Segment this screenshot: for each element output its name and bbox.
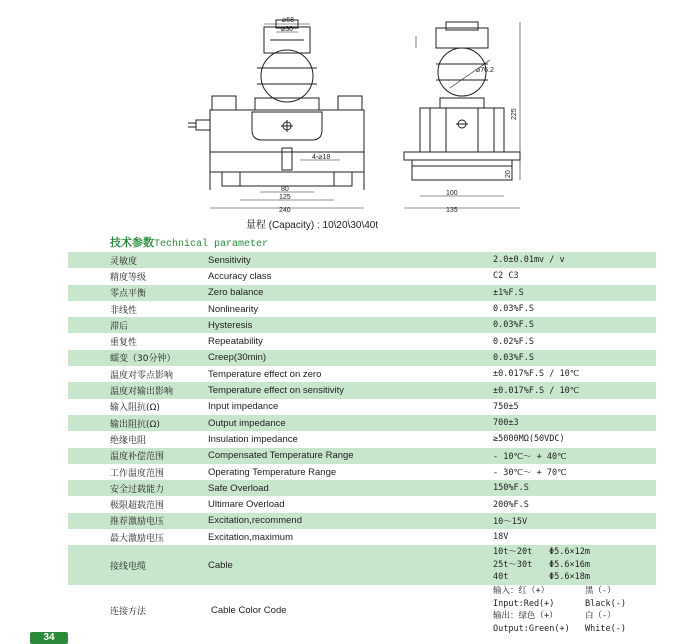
param-cn: 温度补偿范围 xyxy=(68,448,208,464)
param-cn: 滞后 xyxy=(68,317,208,333)
param-en: Accuracy class xyxy=(208,270,272,282)
dim-100: 100 xyxy=(446,190,458,197)
cable-capacity: 40t xyxy=(493,572,509,583)
cable-en: Cable xyxy=(208,545,493,585)
param-cn: 安全过载能力 xyxy=(68,480,208,496)
param-en: Creep(30min) xyxy=(208,350,493,366)
dim-base: 20 xyxy=(505,170,512,178)
cable-cn: 接线电缆 xyxy=(68,545,208,585)
cable-row xyxy=(68,545,656,585)
cable-capacity: 25t～30t xyxy=(493,559,533,570)
table-row xyxy=(68,285,656,301)
param-value: 150%F.S xyxy=(493,480,656,496)
color-a: Output:Green(+) xyxy=(493,623,570,634)
table-row xyxy=(68,431,656,447)
param-en: Temperature effect on zero xyxy=(208,368,322,380)
param-value: 200%F.S xyxy=(493,499,529,510)
param-en: Output impedance xyxy=(208,415,493,431)
color-b: 黑（-） xyxy=(585,585,616,596)
table-row xyxy=(68,366,656,382)
param-en: Excitation,maximum xyxy=(208,531,293,543)
color-line xyxy=(493,623,656,636)
param-cn: 灵敏度 xyxy=(68,252,208,268)
param-value: - 30℃～ + 70℃ xyxy=(493,468,567,478)
color-line xyxy=(493,610,656,623)
param-en: Zero balance xyxy=(208,285,493,301)
param-cn: 最大激励电压 xyxy=(110,533,165,544)
param-value: 0.03%F.S xyxy=(493,317,656,333)
color-line xyxy=(493,585,656,598)
front-view xyxy=(188,20,364,208)
spec-table-body xyxy=(68,252,656,636)
table-row xyxy=(68,464,656,480)
color-b: Black(-) xyxy=(585,598,626,609)
dim-height: 225 xyxy=(511,108,518,120)
dim-135: 135 xyxy=(446,207,458,214)
param-cn: 非线性 xyxy=(110,305,138,316)
cable-capacity: 10t～20t xyxy=(493,547,533,558)
param-value: 18V xyxy=(493,532,509,543)
param-en: Excitation,recommend xyxy=(208,513,493,529)
table-row xyxy=(68,301,656,317)
param-value: 750±5 xyxy=(493,401,519,412)
param-en: Hysteresis xyxy=(208,317,493,333)
table-row xyxy=(68,317,656,333)
cable-line xyxy=(493,559,656,572)
table-row xyxy=(68,448,656,464)
param-cn: 输入阻抗(Ω) xyxy=(110,403,160,414)
param-value: C2 C3 xyxy=(493,271,519,282)
param-en: Operating Temperature Range xyxy=(208,466,337,478)
table-row xyxy=(68,529,656,545)
param-cn: 工作温度范围 xyxy=(110,468,165,479)
dim-ball: ⌀76.2 xyxy=(476,67,494,74)
param-cn: 蠕变（30分钟） xyxy=(68,350,208,366)
param-en: Nonlinearity xyxy=(208,303,259,315)
table-row xyxy=(68,513,656,529)
table-row xyxy=(68,252,656,268)
color-b: White(-) xyxy=(585,623,626,634)
dim-hole: 4-⌀18 xyxy=(312,154,331,161)
section-title-en: Technical parameter xyxy=(154,239,269,250)
table-row xyxy=(68,415,656,431)
param-cn: 温度对零点影响 xyxy=(110,370,174,381)
param-en: Compensated Temperature Range xyxy=(208,448,493,464)
param-value: - 10℃～ + 40℃ xyxy=(493,448,656,464)
capacity-caption xyxy=(0,216,680,231)
connection-row xyxy=(68,585,656,636)
dim-top-inner: ⌀30 xyxy=(281,26,294,33)
param-cn: 精度等级 xyxy=(110,272,147,283)
param-value: 700±3 xyxy=(493,415,656,431)
cable-line xyxy=(493,571,656,584)
table-row xyxy=(68,496,656,512)
page-number: 34 xyxy=(30,632,68,644)
connection-values xyxy=(493,585,656,636)
param-value: ±0.017%F.S / 10℃ xyxy=(493,382,656,398)
connection-en: Cable Color Code xyxy=(211,604,287,616)
color-a: 输出：绿色（+） xyxy=(493,611,558,622)
cable-line xyxy=(493,546,656,559)
table-row xyxy=(68,350,656,366)
param-cn: 绝缘电阻 xyxy=(110,435,147,446)
load-cell-technical-drawing xyxy=(0,0,680,215)
param-value: 0.02%F.S xyxy=(493,336,534,347)
param-en: Sensitivity xyxy=(208,252,493,268)
cable-spec: Φ5.6×12m xyxy=(549,547,590,558)
param-en: Temperature effect on sensitivity xyxy=(208,382,493,398)
param-cn: 极限超载范围 xyxy=(110,501,165,512)
param-en: Ultimare Overload xyxy=(208,499,285,511)
param-value: ±1%F.S xyxy=(493,285,656,301)
param-en: Safe Overload xyxy=(208,480,493,496)
connection-cn: 连接方法 xyxy=(110,606,147,617)
color-a: Input:Red(+) xyxy=(493,598,555,609)
param-en: Insulation impedance xyxy=(208,433,298,445)
color-a: 输入：红（+） xyxy=(493,585,550,596)
param-cn: 重复性 xyxy=(110,338,138,349)
table-row xyxy=(68,382,656,398)
side-view xyxy=(404,22,520,208)
param-cn: 零点平衡 xyxy=(68,285,208,301)
color-line xyxy=(493,598,656,611)
param-value: 2.0±0.01mv / v xyxy=(493,252,656,268)
table-row xyxy=(68,268,656,284)
dim-top-outer: ⌀68 xyxy=(282,17,295,24)
table-row xyxy=(68,480,656,496)
color-b: 白（-） xyxy=(585,611,616,622)
param-value: 0.03%F.S xyxy=(493,350,656,366)
section-title xyxy=(110,234,268,250)
param-en: Input impedance xyxy=(208,401,279,413)
dim-240: 240 xyxy=(279,207,291,214)
cable-values xyxy=(493,545,656,585)
capacity-text: 量程 (Capacity) : 10\20\30\40t xyxy=(245,220,379,231)
param-cn: 输出阻抗(Ω) xyxy=(68,415,208,431)
param-value: 0.03%F.S xyxy=(493,304,534,315)
cable-spec: Φ5.6×18m xyxy=(549,572,590,583)
spec-table xyxy=(68,252,656,636)
section-title-cn: 技术参数 xyxy=(110,237,154,249)
param-value: 10～15V xyxy=(493,513,656,529)
dim-125: 125 xyxy=(279,194,291,201)
dim-80: 80 xyxy=(281,186,289,193)
param-value: ≥5000MΩ(50VDC) xyxy=(493,434,565,445)
table-row xyxy=(68,333,656,349)
param-value: ±0.017%F.S / 10℃ xyxy=(493,369,580,380)
cable-spec: Φ5.6×16m xyxy=(549,559,590,570)
param-cn: 推荐激励电压 xyxy=(68,513,208,529)
table-row xyxy=(68,399,656,415)
param-en: Repeatability xyxy=(208,336,263,348)
param-cn: 温度对输出影响 xyxy=(68,382,208,398)
